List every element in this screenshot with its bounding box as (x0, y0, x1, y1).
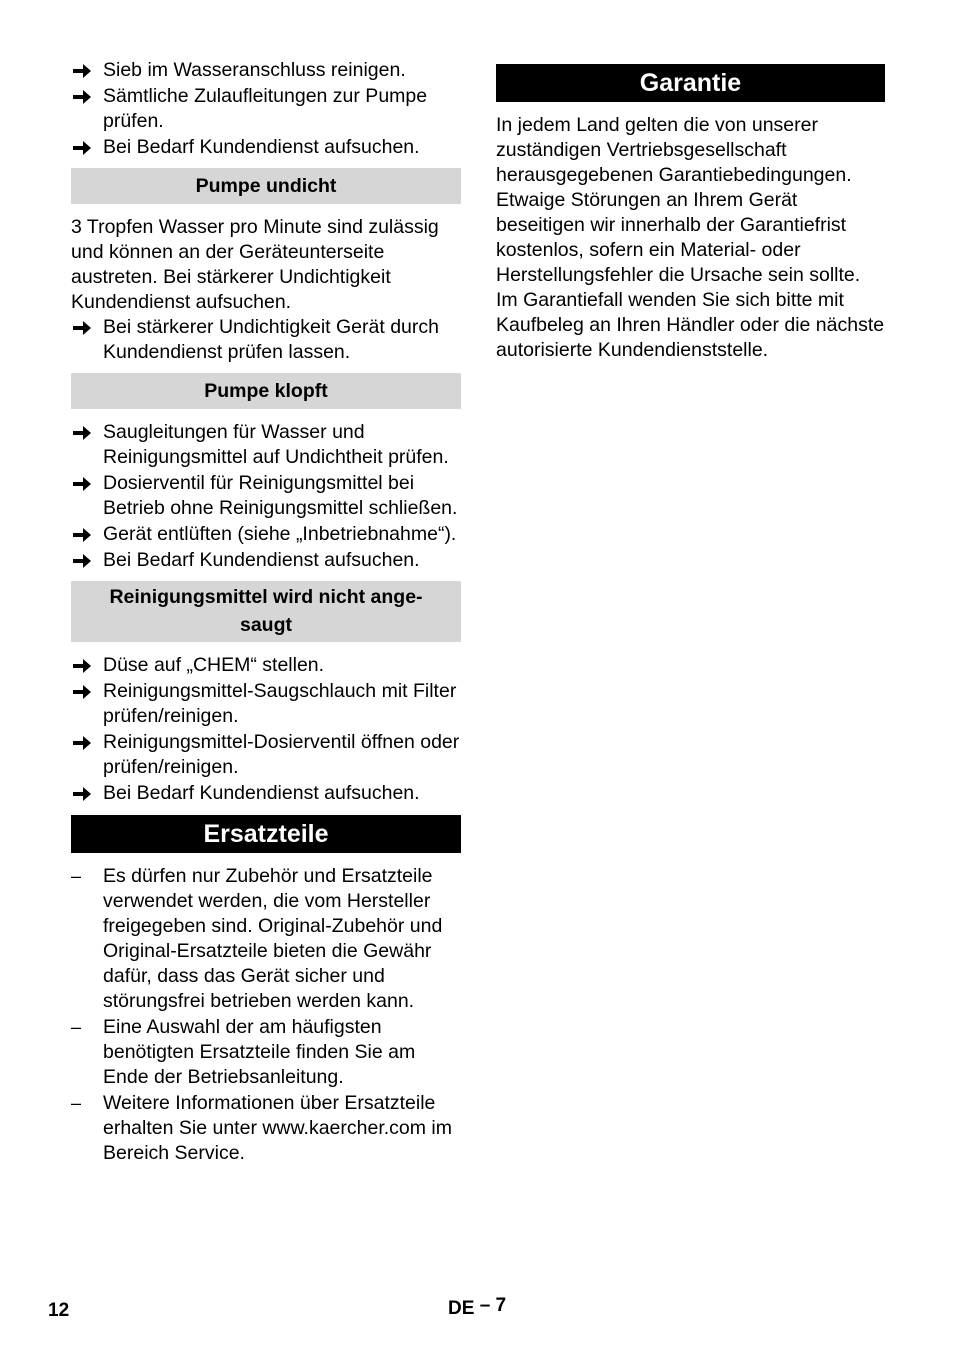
arrow-right-icon (73, 553, 92, 569)
list-item (71, 679, 461, 729)
list-item-text: Eine Auswahl der am häufigsten benötigten Ersatzteile finden Sie am Ende der Betriebsanleitung. (103, 1016, 416, 1088)
dash-bullet: – (71, 1093, 82, 1113)
arrow-right-icon (73, 476, 92, 492)
list-item (71, 730, 461, 780)
heading-pumpe-undicht: Pumpe undicht (71, 168, 461, 204)
dash-bullet: – (71, 1017, 82, 1037)
heading-line: Reinigungsmittel wird nicht ange- (109, 586, 423, 608)
arrow-right-icon (73, 63, 92, 79)
bullet-list-pumpe-klopft (71, 420, 461, 573)
list-item-text: Dosierventil für Reinigungsmittel bei Betrieb ohne Reinigungsmittel schließen. (103, 472, 458, 519)
page-number: 12 (48, 1300, 70, 1321)
list-item (71, 1015, 461, 1090)
list-item-text: Bei stärkerer Undichtigkeit Gerät durch Kundendienst prüfen lassen. (103, 316, 439, 363)
right-column (496, 58, 885, 363)
list-item (71, 653, 461, 678)
list-item (71, 522, 461, 547)
bullet-list-reinigungsmittel (71, 653, 461, 806)
list-item (71, 58, 461, 83)
heading-ersatzteile: Ersatzteile (71, 815, 461, 853)
arrow-right-icon (73, 527, 92, 543)
list-item (71, 864, 461, 1014)
heading-pumpe-klopft: Pumpe klopft (71, 373, 461, 409)
list-item (71, 1091, 461, 1166)
footer-language: DE (448, 1298, 475, 1319)
paragraph-garantie: In jedem Land gelten die von unserer zuständigen Vertriebsgesellschaft herausgegebenen Garantiebedingungen. Etwaige Störungen an Ihrem Gerät beseitigen wir innerhalb der Garantiefrist kostenlos, sofern ein Material- oder Herstellungsfehler die Ursache sein sollte. Im Garantiefall wenden Sie sich bitte mit Kaufbeleg an Ihren Händler oder die nächste autorisierte Kundendienststelle. (496, 114, 885, 361)
arrow-right-icon (73, 140, 92, 156)
list-item (71, 420, 461, 470)
list-item-text: Reinigungsmittel-Dosierventil öffnen oder prüfen/reinigen. (103, 731, 460, 778)
arrow-right-icon (73, 684, 92, 700)
bullet-list-pumpe-undicht (71, 315, 461, 365)
list-item-text: Gerät entlüften (siehe „Inbetriebnahme“). (103, 523, 457, 545)
list-item (71, 84, 461, 134)
heading-reinigungsmittel (71, 581, 461, 642)
bullet-list-intro (71, 58, 461, 160)
list-item-text: Sieb im Wasseranschluss reinigen. (103, 59, 406, 81)
list-item-text: Bei Bedarf Kundendienst aufsuchen. (103, 549, 420, 571)
footer-section-label (448, 1296, 506, 1321)
left-column (71, 58, 461, 1167)
list-item (71, 548, 461, 573)
list-item-text: Saugleitungen für Wasser und Reinigungsmittel auf Undichtheit prüfen. (103, 421, 449, 468)
list-item (71, 471, 461, 521)
dash-bullet: – (71, 866, 82, 886)
arrow-right-icon (73, 89, 92, 105)
arrow-right-icon (73, 658, 92, 674)
list-item-text: Es dürfen nur Zubehör und Ersatzteile verwendet werden, die vom Hersteller freigegeben sind. Original-Zubehör und Original-Ersatzteile bieten die Gewähr dafür, dass das Gerät sicher und störungsfrei betrieben werden kann. (103, 865, 443, 1012)
list-item-text: Bei Bedarf Kundendienst aufsuchen. (103, 136, 420, 158)
list-item-text: Weitere Informationen über Ersatzteile erhalten Sie unter www.kaercher.com im Bereich Service. (103, 1092, 452, 1164)
list-item (71, 781, 461, 806)
list-item-text: Sämtliche Zulaufleitungen zur Pumpe prüfen. (103, 85, 428, 132)
heading-garantie: Garantie (496, 64, 885, 102)
arrow-right-icon (73, 425, 92, 441)
list-item (71, 315, 461, 365)
dash-list-ersatzteile (71, 864, 461, 1166)
list-item (71, 135, 461, 160)
paragraph-pumpe-undicht: 3 Tropfen Wasser pro Minute sind zulässig und können an der Geräteunterseite austreten. Bei stärkerer Undichtigkeit Kundendienst aufsuchen. (71, 216, 439, 313)
arrow-right-icon (73, 786, 92, 802)
list-item-text: Düse auf „CHEM“ stellen. (103, 654, 325, 676)
list-item-text: Reinigungsmittel-Saugschlauch mit Filter prüfen/reinigen. (103, 680, 457, 727)
arrow-right-icon (73, 320, 92, 336)
list-item-text: Bei Bedarf Kundendienst aufsuchen. (103, 782, 420, 804)
heading-line: saugt (239, 614, 292, 636)
footer-section-page: – 7 (479, 1295, 507, 1316)
arrow-right-icon (73, 735, 92, 751)
